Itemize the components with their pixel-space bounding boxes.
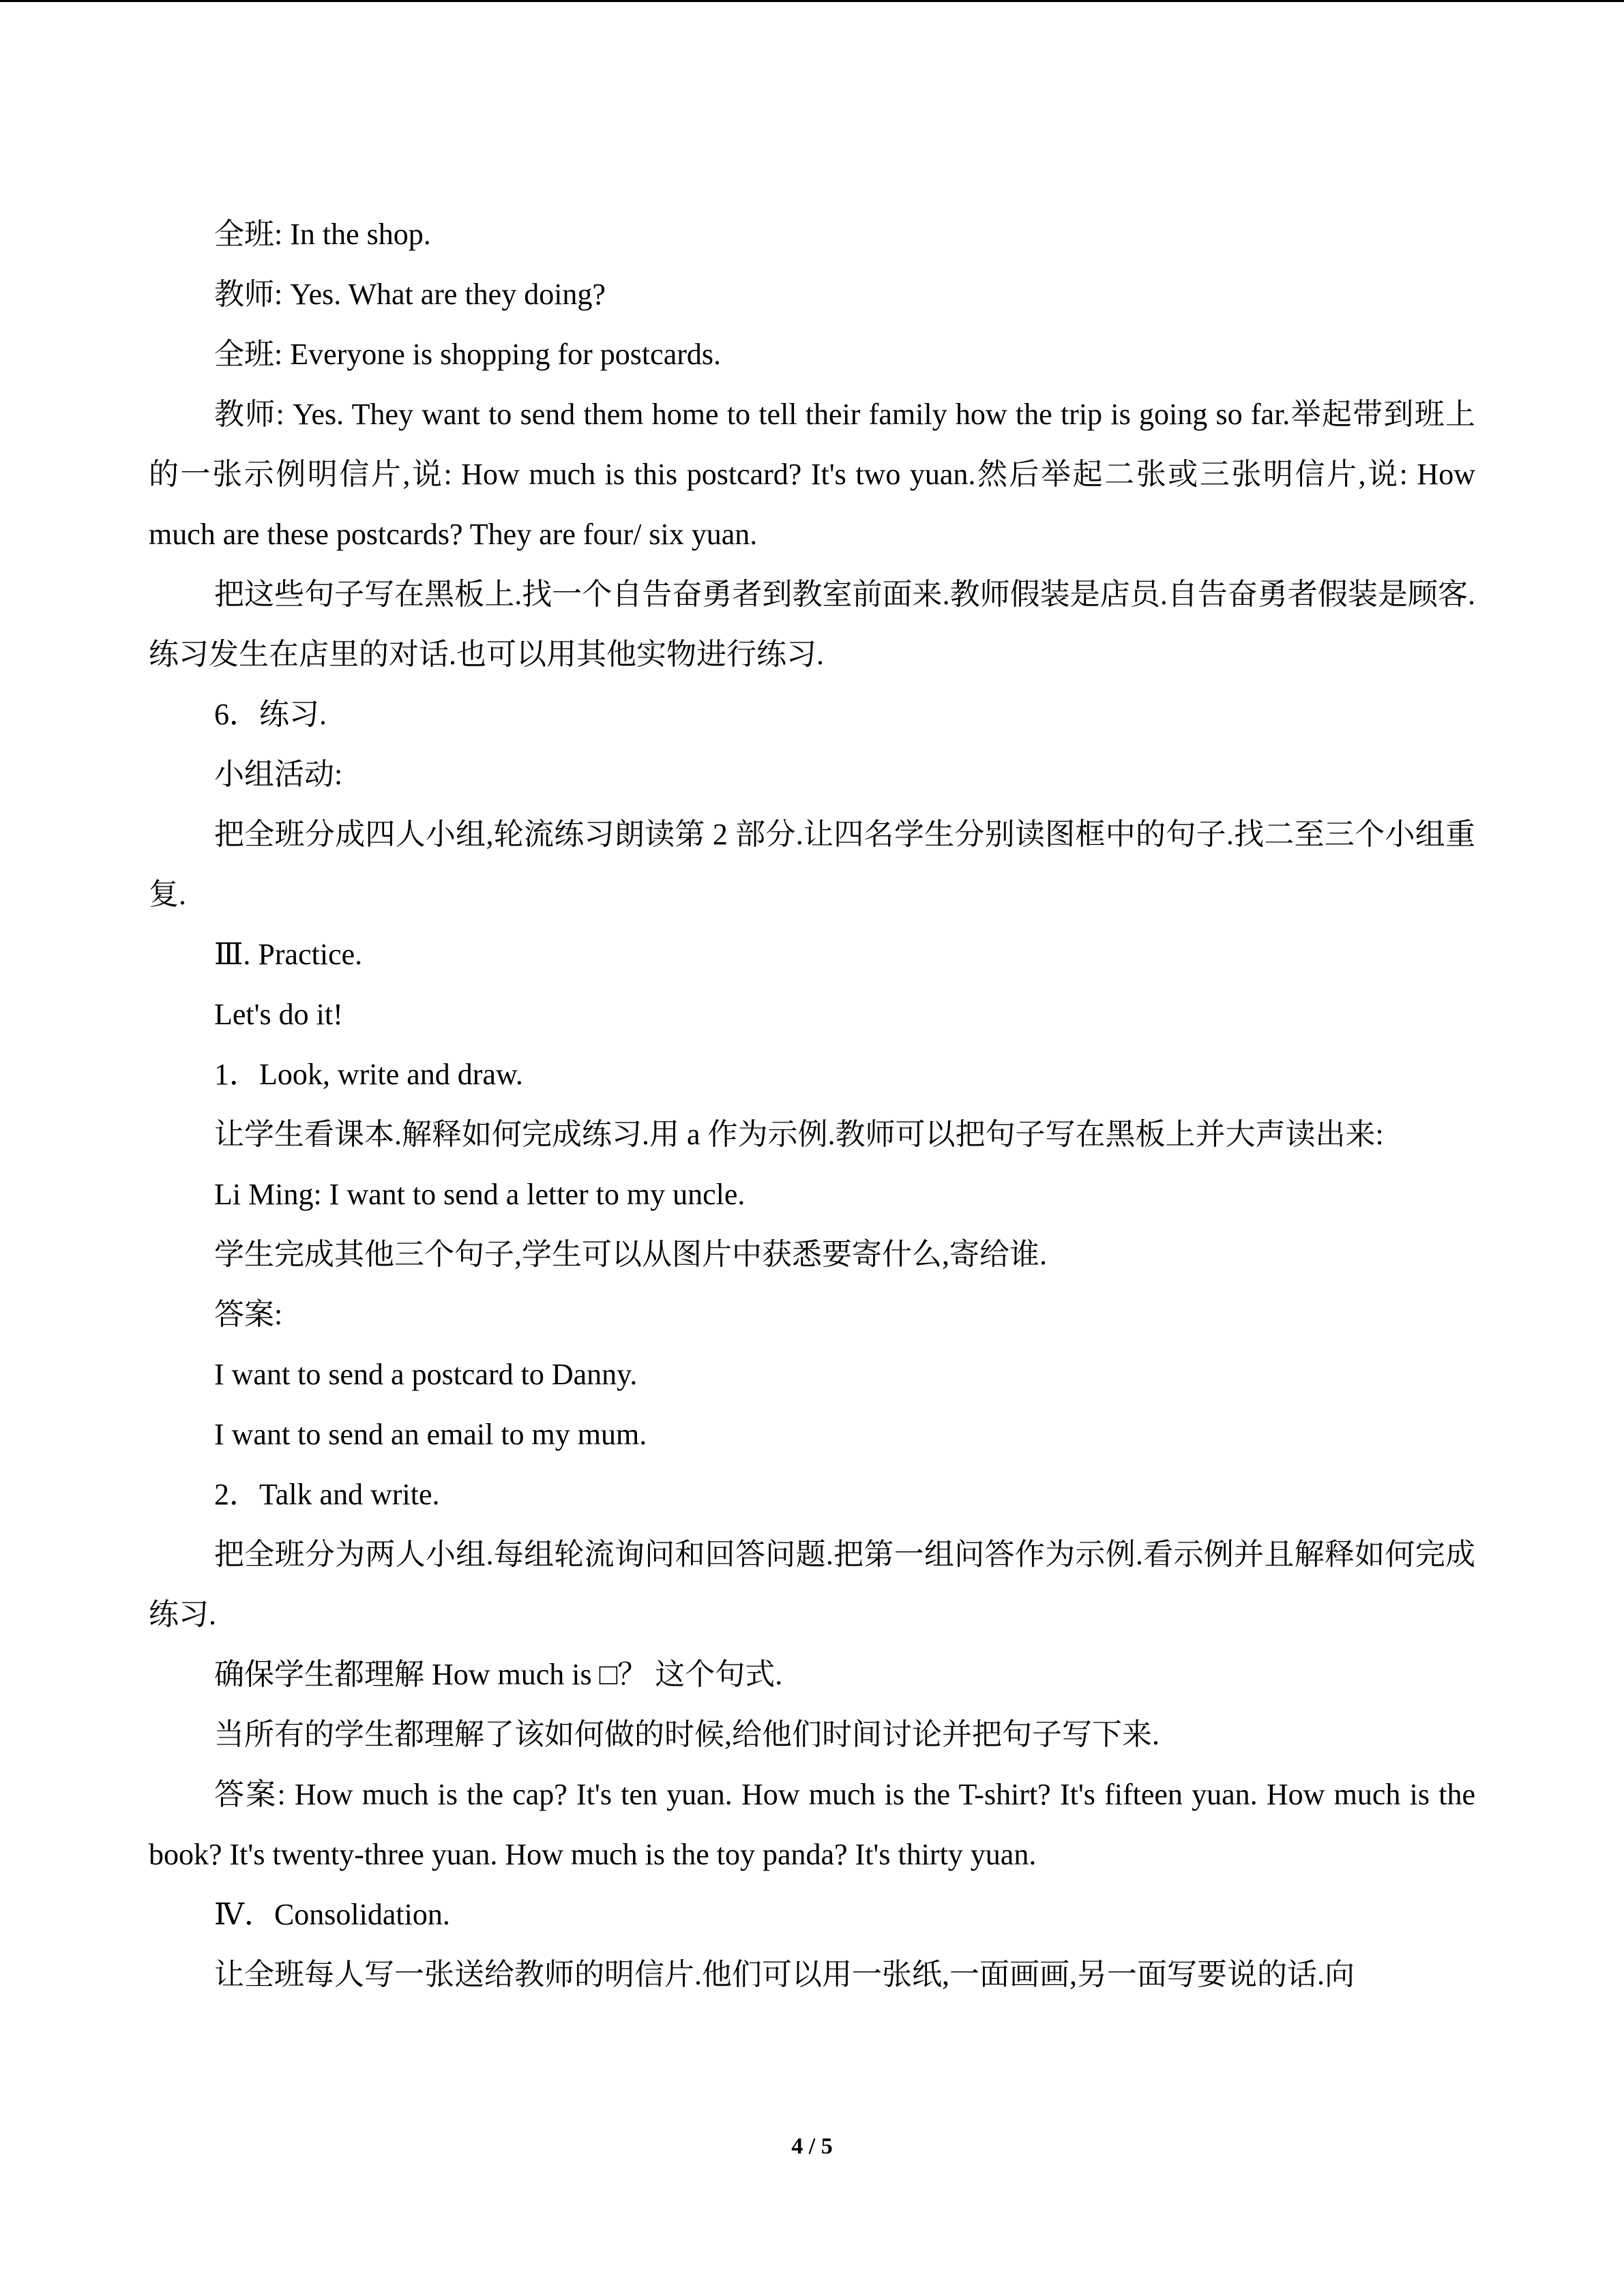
section-heading: 2．Talk and write. <box>214 1478 440 1511</box>
paragraph: 教师: Yes. They want to send them home to tell their family how the trip is going so far.举起带到班上的一张示例明信片,说: How much is this postcard? It's two yuan.然后举起二张或三张明信片,说: How much are these postcards? They are four/ six yuan. <box>149 398 1475 551</box>
section-heading: 1．Look, write and draw. <box>214 1058 523 1091</box>
paragraph: I want to send a postcard to Danny. <box>214 1358 638 1391</box>
document-body <box>149 205 1475 2005</box>
paragraph: 把全班分为两人小组.每组轮流询问和回答问题.把第一组问答作为示例.看示例并且解释如何完成练习. <box>149 1538 1475 1631</box>
paragraph: 答案: <box>214 1298 283 1331</box>
paragraph: 全班: In the shop. <box>214 218 431 251</box>
paragraph: 让学生看课本.解释如何完成练习.用 a 作为示例.教师可以把句子写在黑板上并大声读出来: <box>214 1118 1384 1151</box>
paragraph: 答案: How much is the cap? It's ten yuan. How much is the T-shirt? It's fifteen yuan. How much is the book? It's twenty-three yuan. How much is the toy panda? It's thirty yuan. <box>149 1778 1475 1871</box>
paragraph: 全班: Everyone is shopping for postcards. <box>214 338 721 371</box>
paragraph: 把全班分成四人小组,轮流练习朗读第 2 部分.让四名学生分别读图框中的句子.找二至三个小组重复. <box>149 818 1475 911</box>
paragraph: 让全班每人写一张送给教师的明信片.他们可以用一张纸,一面画画,另一面写要说的话.向 <box>214 1958 1355 1991</box>
top-border-line <box>0 0 1624 2</box>
paragraph: Let's do it! <box>214 998 343 1031</box>
paragraph: 小组活动: <box>214 758 343 791</box>
paragraph: I want to send an email to my mum. <box>214 1418 647 1451</box>
paragraph: 当所有的学生都理解了该如何做的时候,给他们时间讨论并把句子写下来. <box>214 1718 1160 1751</box>
paragraph: 确保学生都理解 How much is □？ 这个句式. <box>214 1658 783 1691</box>
page-number: 4 / 5 <box>791 2134 833 2159</box>
section-heading: Ⅳ．Consolidation. <box>214 1898 450 1931</box>
paragraph: 把这些句子写在黑板上.找一个自告奋勇者到教室前面来.教师假装是店员.自告奋勇者假装是顾客.练习发生在店里的对话.也可以用其他实物进行练习. <box>149 578 1475 671</box>
section-heading: 6．练习. <box>214 698 327 731</box>
paragraph: Li Ming: I want to send a letter to my uncle. <box>214 1178 745 1211</box>
paragraph: 教师: Yes. What are they doing? <box>214 278 606 311</box>
paragraph: 学生完成其他三个句子,学生可以从图片中获悉要寄什么,寄给谁. <box>214 1238 1047 1271</box>
section-heading: Ⅲ. Practice. <box>214 938 363 971</box>
